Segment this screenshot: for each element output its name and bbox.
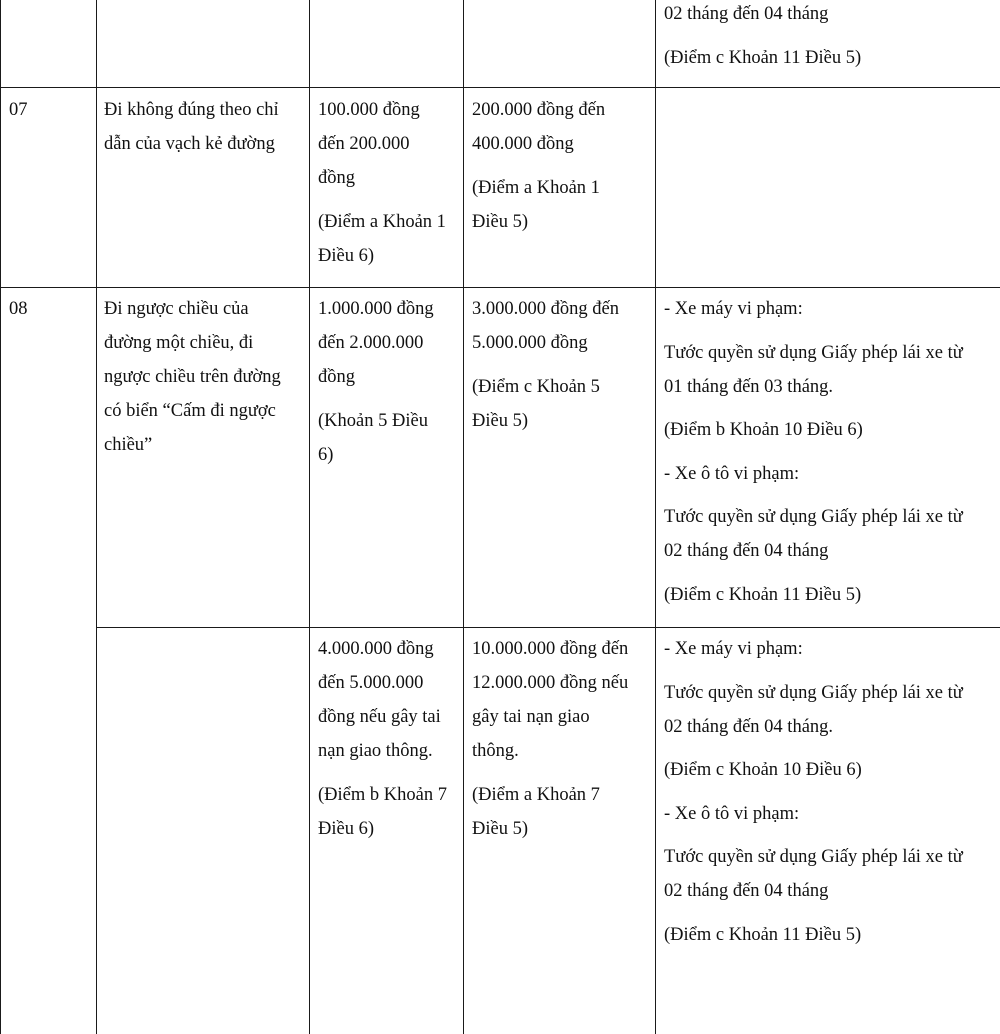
column-divider <box>96 0 97 1034</box>
column-divider <box>309 0 310 1034</box>
row-divider <box>96 627 1000 628</box>
table-border-left <box>0 0 1 1034</box>
row-divider <box>0 87 1000 88</box>
legal-reference: (Khoản 5 Điều 6) <box>318 410 428 465</box>
penalty-heading-car: - Xe ô tô vi phạm: <box>664 803 800 824</box>
penalty-heading-car: - Xe ô tô vi phạm: <box>664 463 800 484</box>
row-08-violation-cell <box>104 292 307 462</box>
row-number: 07 <box>9 100 28 120</box>
row-08-car-fine-cell <box>472 292 653 438</box>
legal-reference: (Điểm b Khoản 10 Điều 6) <box>664 420 863 440</box>
fine-amount: 10.000.000 đồng đến 12.000.000 đồng nếu gây tai nạn giao thông. <box>472 639 629 761</box>
table-row-top-penalty-cell <box>664 0 998 75</box>
fine-amount: 1.000.000 đồng đến 2.000.000 đồng <box>318 299 434 387</box>
row-08b-motorbike-fine-cell <box>318 632 461 846</box>
legal-reference: (Điểm c Khoản 10 Điều 6) <box>664 760 862 780</box>
fine-amount: 200.000 đồng đến 400.000 đồng <box>472 100 606 154</box>
fine-amount: 4.000.000 đồng đến 5.000.000 đồng nếu gây tai nạn giao thông. <box>318 639 441 761</box>
row-07-number-cell <box>9 93 89 127</box>
legal-reference: (Điểm b Khoản 7 Điều 6) <box>318 784 447 839</box>
column-divider <box>655 0 656 1034</box>
penalty-text: 02 tháng đến 04 tháng <box>664 4 829 24</box>
penalty-text: Tước quyền sử dụng Giấy phép lái xe từ 02 tháng đến 04 tháng <box>664 507 963 561</box>
penalty-text: Tước quyền sử dụng Giấy phép lái xe từ 01 tháng đến 03 tháng. <box>664 342 963 397</box>
legal-reference: (Điểm c Khoản 11 Điều 5) <box>664 47 862 68</box>
legal-reference: (Điểm c Khoản 5 Điều 5) <box>472 376 600 431</box>
violation-text: Đi không đúng theo chỉ dẫn của vạch kẻ đường <box>104 100 279 154</box>
penalty-text: Tước quyền sử dụng Giấy phép lái xe từ 02 tháng đến 04 tháng. <box>664 682 963 737</box>
legal-reference: (Điểm a Khoản 1 Điều 6) <box>318 211 446 266</box>
fine-amount: 100.000 đồng đến 200.000 đồng <box>318 100 420 188</box>
row-08-motorbike-fine-cell <box>318 292 461 472</box>
legal-reference: (Điểm a Khoản 7 Điều 5) <box>472 784 600 839</box>
legal-reference: (Điểm c Khoản 11 Điều 5) <box>664 924 862 945</box>
row-divider <box>0 287 1000 288</box>
legal-reference: (Điểm a Khoản 1 Điều 5) <box>472 177 600 232</box>
violation-text: Đi ngược chiều của đường một chiều, đi ngược chiều trên đường có biển “Cấm đi ngược chiều” <box>104 299 281 455</box>
penalty-text: Tước quyền sử dụng Giấy phép lái xe từ 02 tháng đến 04 tháng <box>664 847 963 901</box>
column-divider <box>463 0 464 1034</box>
fine-amount: 3.000.000 đồng đến 5.000.000 đồng <box>472 299 619 353</box>
legal-reference: (Điểm c Khoản 11 Điều 5) <box>664 584 862 605</box>
row-07-violation-cell <box>104 93 307 161</box>
row-08b-car-fine-cell <box>472 632 653 846</box>
row-08-number-cell <box>9 292 89 326</box>
penalty-heading-motorbike: - Xe máy vi phạm: <box>664 639 803 659</box>
row-number: 08 <box>9 299 28 319</box>
row-07-motorbike-fine-cell <box>318 93 461 273</box>
penalty-heading-motorbike: - Xe máy vi phạm: <box>664 299 803 319</box>
row-07-car-fine-cell <box>472 93 653 239</box>
row-08-penalty-cell <box>664 292 998 612</box>
row-08b-penalty-cell <box>664 632 998 952</box>
